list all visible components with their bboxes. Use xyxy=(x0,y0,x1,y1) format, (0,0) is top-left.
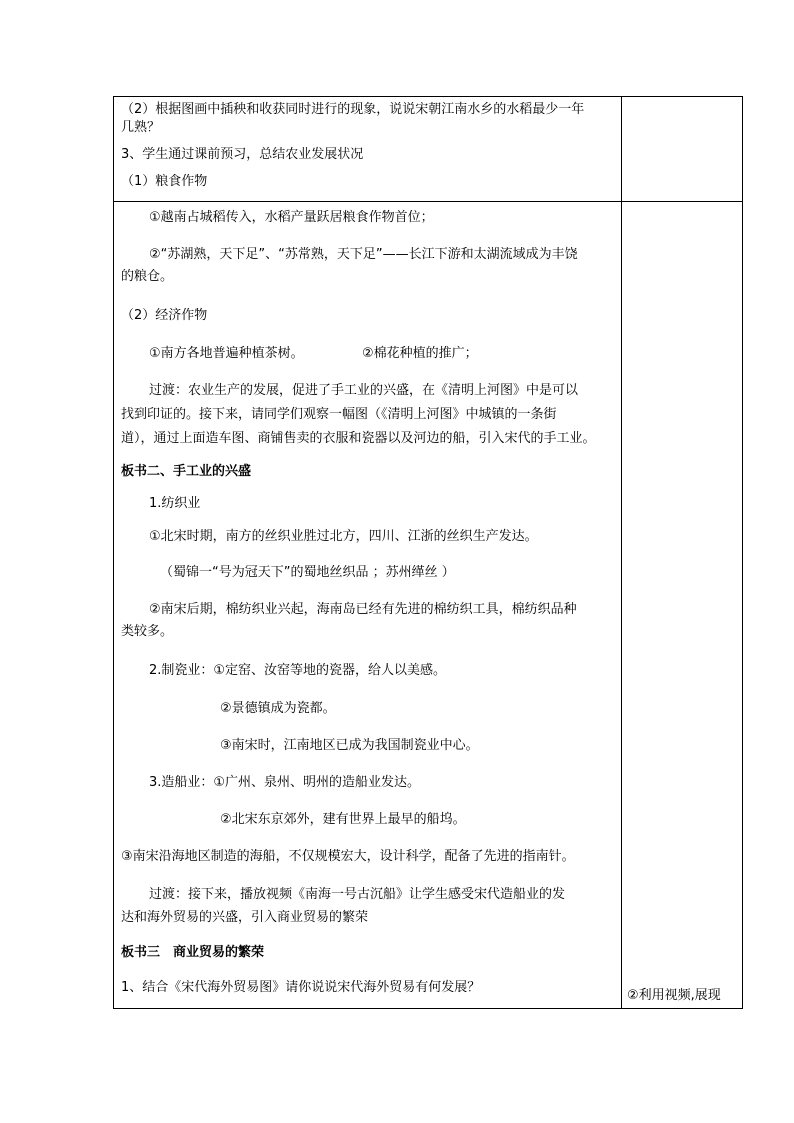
table-row xyxy=(114,202,743,1009)
text-line: 3.造船业：①广州、泉州、明州的造船业发达。 xyxy=(149,775,421,790)
row1-main-cell xyxy=(114,97,622,202)
text-line: 3、学生通过课前预习，总结农业发展状况 xyxy=(121,147,364,162)
text-line: ②北宋东京郊外，建有世界上最早的船坞。 xyxy=(220,812,466,827)
text-line: ②“苏湖熟，天下足”、“苏常熟，天下足”——长江下游和太湖流域成为丰饶 xyxy=(149,247,578,262)
text-line: 几熟？ xyxy=(121,120,161,135)
text-line: 过渡：农业生产的发展，促进了手工业的兴盛，在《清明上河图》中是可以 xyxy=(149,383,579,398)
table-row xyxy=(114,97,743,202)
row2-side-cell xyxy=(622,202,743,1009)
text-line: ②棉花种植的推广； xyxy=(362,346,478,361)
lesson-plan-table xyxy=(113,96,743,1009)
text-line: ①北宋时期，南方的丝织业胜过北方，四川、江浙的丝织生产发达。 xyxy=(149,529,538,544)
text-line: 类较多。 xyxy=(121,624,174,639)
text-line: ②景德镇成为瓷都。 xyxy=(220,701,336,716)
side-note: ②利用视频,展现 xyxy=(627,988,721,1003)
row2-main-cell xyxy=(114,202,622,1009)
text-line: 的粮仓。 xyxy=(121,269,174,284)
text-line: ①越南占城稻传入，水稻产量跃居粮食作物首位； xyxy=(149,210,434,225)
section-heading: 板书二、手工业的兴盛 xyxy=(121,464,252,479)
text-line: 1、结合《宋代海外贸易图》请你说说宋代海外贸易有何发展？ xyxy=(121,980,481,995)
section-heading: 板书三 商业贸易的繁荣 xyxy=(121,945,265,960)
text-line: 1.纺织业 xyxy=(149,496,201,511)
text-line: ③南宋时，江南地区已成为我国制瓷业中心。 xyxy=(220,738,479,753)
text-line: ②南宋后期，棉纺织业兴起，海南岛已经有先进的棉纺织工具，棉纺织品种 xyxy=(149,602,577,617)
text-line: 道），通过上面造车图、商铺售卖的衣服和瓷器以及河边的船，引入宋代的手工业。 xyxy=(121,431,596,446)
text-line: 过渡：接下来，播放视频《南海一号古沉船》让学生感受宋代造船业的发 xyxy=(149,887,566,902)
row1-side-cell xyxy=(622,97,743,202)
text-line: ①南方各地普遍种植茶树。 xyxy=(149,346,304,361)
text-line: 找到印证的。接下来，请同学们观察一幅图（《清明上河图》中城镇的一条街 xyxy=(121,407,557,422)
text-line: （蜀锦一“号为冠天下”的蜀地丝织品 ；苏州缂丝 ） xyxy=(160,565,455,580)
text-line: 达和海外贸易的兴盛，引入商业贸易的繁荣 xyxy=(121,910,369,925)
text-line: ③南宋沿海地区制造的海船，不仅规模宏大，设计科学，配备了先进的指南针。 xyxy=(121,849,575,864)
text-line: （2）根据图画中插秧和收获同时进行的现象，说说宋朝江南水乡的水稻最少一年 xyxy=(121,102,585,117)
text-line: 2.制瓷业：①定窑、汝窑等地的瓷器，给人以美感。 xyxy=(149,663,447,678)
text-line: （1）粮食作物 xyxy=(121,174,208,189)
text-line: （2）经济作物 xyxy=(121,308,208,323)
